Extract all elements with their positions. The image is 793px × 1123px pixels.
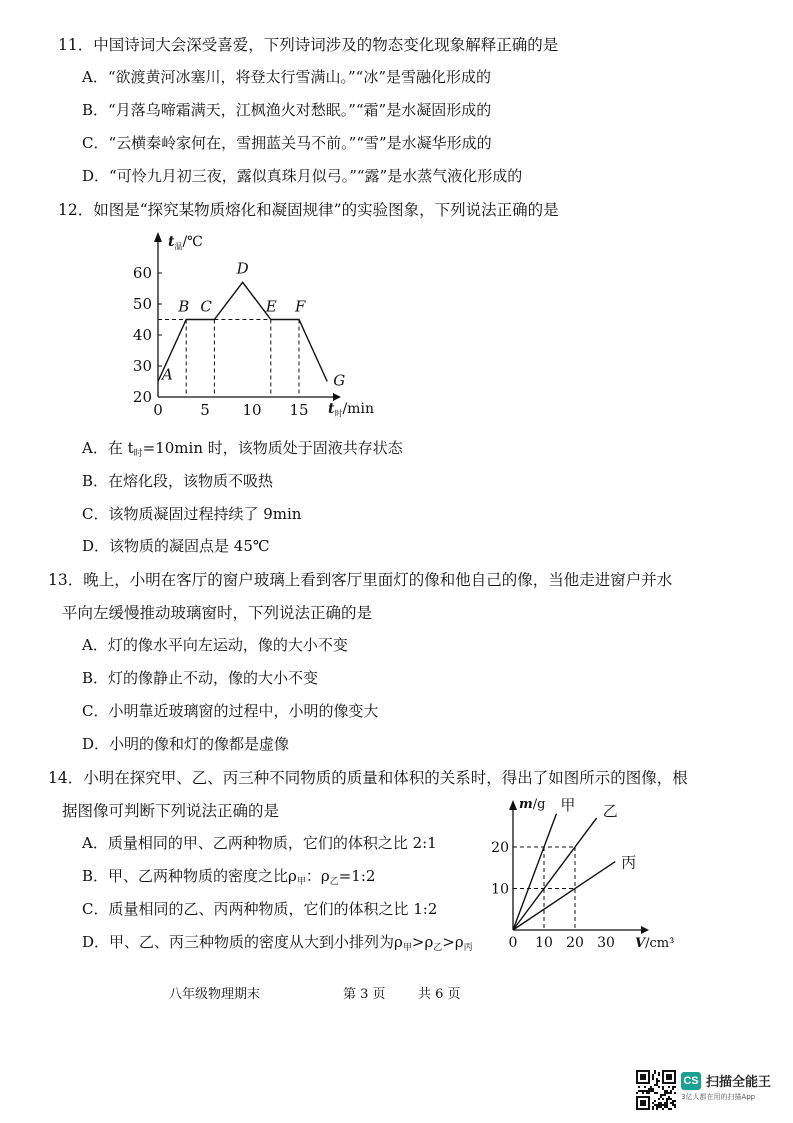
q13-stem-line1: 13．晚上，小明在客厅的窗户玻璃上看到客厅里面灯的像和他自己的像，当他走进窗户并水: [48, 571, 673, 589]
q14-option-b: [82, 865, 375, 887]
q14-option-d-sub2: 乙: [433, 943, 443, 953]
footer-page-number: 第 3 页: [343, 987, 386, 1002]
q13-option-b: B．灯的像静止不动，像的大小不变: [82, 669, 319, 687]
point-label-B: B: [178, 297, 190, 316]
q14-option-c: C．质量相同的乙、丙两种物质，它们的体积之比 1:2: [82, 900, 438, 918]
q14-option-b-sub2: 乙: [329, 877, 339, 887]
q12-option-a-sub: 时: [133, 449, 143, 459]
x-axis-arrow: [333, 393, 341, 401]
footer-subject: 八年级物理期末: [169, 987, 261, 1002]
q14-option-d-g1: >ρ: [411, 933, 434, 951]
cs-logo-icon: CS: [681, 1072, 701, 1090]
y-tick-label: 30: [132, 357, 152, 375]
q14-option-d-g2: >ρ: [442, 933, 464, 951]
q14-option-b-pre: B．甲、乙两种物质的密度之比ρ: [82, 867, 297, 885]
q14-option-d: [82, 931, 473, 953]
temperature-time-chart: [128, 222, 390, 422]
x-tick-label: 10: [535, 935, 553, 951]
q11-option-c: C．“云横秦岭家何在，雪拥蓝关马不前。”“雪”是水凝华形成的: [82, 134, 492, 152]
q14-option-b-post: =1:2: [338, 867, 376, 885]
scanner-badge: [681, 1071, 771, 1102]
y-tick-label: 60: [132, 264, 152, 282]
point-label-C: C: [200, 297, 212, 316]
q14-option-d-sub3: 丙: [463, 943, 473, 953]
q12-option-a: [82, 437, 403, 459]
x-tick-label: 0: [508, 935, 518, 951]
point-label-E: E: [265, 297, 277, 316]
q12-option-d: D．该物质的凝固点是 45℃: [82, 537, 270, 555]
point-label-D: D: [236, 259, 249, 278]
qr-code: [636, 1070, 676, 1110]
y-tick-label: 20: [491, 840, 509, 856]
series-line-2: [513, 818, 597, 930]
q12-option-a-pre: A．在 t: [82, 439, 134, 457]
x-tick-label: 15: [289, 401, 309, 419]
y-axis-label: m/g: [519, 797, 546, 812]
y-tick-label: 50: [132, 295, 152, 313]
q14-stem-line1: 14．小明在探究甲、乙、丙三种不同物质的质量和体积的关系时，得出了如图所示的图像，根: [48, 769, 688, 787]
y-axis-label: $t_温/℃$: [168, 234, 203, 251]
series-line-1: [513, 814, 556, 930]
x-tick-label: 0: [153, 401, 163, 419]
point-label-A: A: [162, 365, 173, 384]
scanner-app-name: 扫描全能王: [706, 1075, 772, 1090]
q12-stem: 12．如图是“探究某物质熔化和凝固规律”的实验图象，下列说法正确的是: [58, 201, 559, 219]
q14-option-d-pre: D．甲、乙、丙三种物质的密度从大到小排列为ρ: [82, 933, 403, 951]
x-axis-label: $t_时/\min$: [328, 401, 374, 418]
q11-option-d: D．“可怜九月初三夜，露似真珠月似弓。”“露”是水蒸气液化形成的: [82, 167, 523, 185]
series-label-3: 丙: [621, 853, 637, 872]
y-axis-arrow: [509, 800, 517, 810]
q14-stem-line2: 据图像可判断下列说法正确的是: [62, 802, 280, 820]
q14-option-a: A．质量相同的甲、乙两种物质，它们的体积之比 2:1: [82, 834, 437, 852]
y-tick-label: 10: [491, 881, 509, 898]
x-axis-label: V/cm³: [635, 936, 675, 951]
series-label-2: 乙: [602, 801, 618, 820]
series-line-3: [513, 862, 615, 930]
y-tick-label: 40: [132, 326, 152, 344]
q13-option-d: D．小明的像和灯的像都是虚像: [82, 735, 290, 753]
q13-stem-line2: 平向左缓慢推动玻璃窗时，下列说法正确的是: [62, 604, 373, 622]
q13-option-c: C．小明靠近玻璃窗的过程中，小明的像变大: [82, 702, 379, 720]
x-tick-label: 30: [597, 935, 615, 951]
y-tick-label: 20: [132, 388, 152, 406]
y-axis-arrow: [154, 232, 162, 242]
x-tick-label: 10: [242, 401, 262, 419]
point-label-F: F: [295, 297, 306, 316]
q12-option-c: C．该物质凝固过程持续了 9min: [82, 505, 302, 523]
scanner-tagline: 3亿人都在用的扫描App: [681, 1093, 756, 1101]
q11-option-a: A．“欲渡黄河冰塞川，将登太行雪满山。”“冰”是雪融化形成的: [82, 68, 492, 86]
footer-total-pages: 共 6 页: [418, 987, 461, 1002]
mass-volume-chart: [488, 792, 688, 960]
q11-option-b: B．“月落乌啼霜满天，江枫渔火对愁眠。”“霜”是水凝固形成的: [82, 101, 492, 119]
q13-option-a: A．灯的像水平向左运动，像的大小不变: [82, 636, 348, 654]
q12-option-a-post: =10min 时，该物质处于固液共存状态: [142, 439, 403, 457]
q12-option-b: B．在熔化段，该物质不吸热: [82, 472, 274, 490]
q14-option-b-mid: ：ρ: [305, 867, 330, 885]
x-axis-arrow: [641, 926, 649, 934]
qr-modules: [636, 1070, 676, 1110]
x-tick-label: 5: [200, 401, 210, 419]
point-label-G: G: [333, 371, 346, 390]
series-label-1: 甲: [560, 795, 576, 814]
q14-option-d-sub1: 甲: [402, 943, 412, 953]
q11-stem: 11．中国诗词大会深受喜爱，下列诗词涉及的物态变化现象解释正确的是: [58, 36, 559, 54]
x-tick-label: 20: [566, 935, 584, 951]
q14-option-b-sub1: 甲: [296, 877, 306, 887]
